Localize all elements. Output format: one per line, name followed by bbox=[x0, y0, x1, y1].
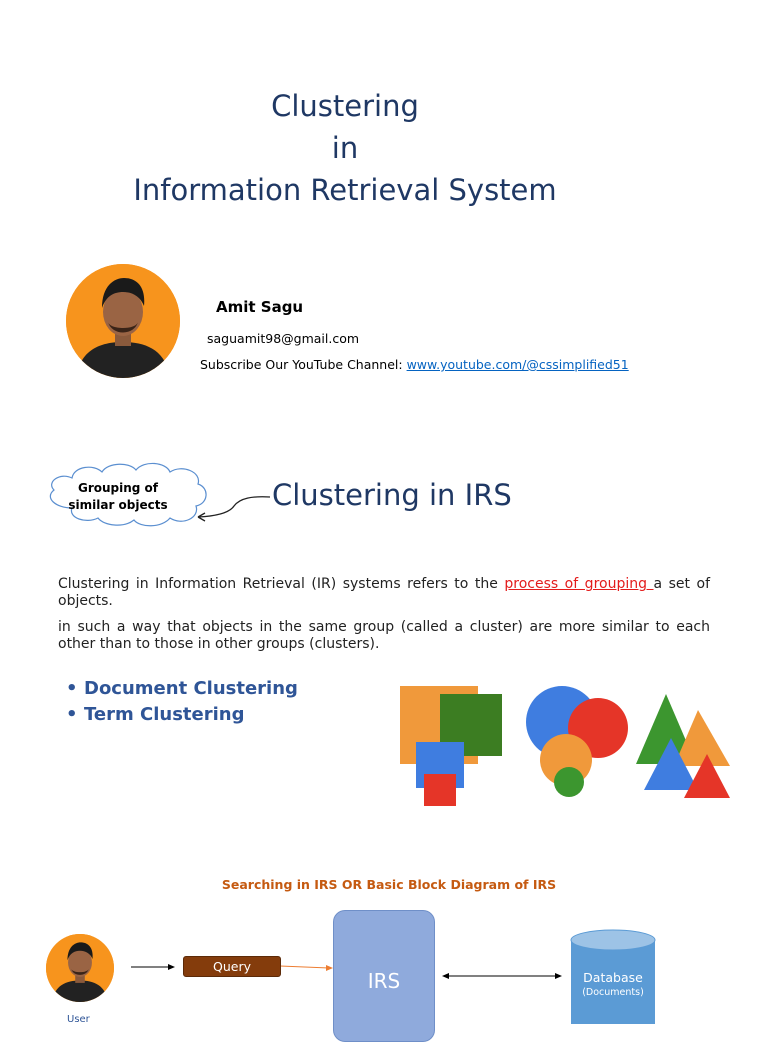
bullet-text: Term Clustering bbox=[84, 704, 245, 725]
bullet-item: • Document Clustering bbox=[66, 678, 298, 699]
database-label bbox=[571, 970, 655, 998]
bullet-list bbox=[66, 676, 298, 728]
irs-label: IRS bbox=[367, 969, 401, 993]
author-name: Amit Sagu bbox=[216, 298, 304, 316]
circles-cluster bbox=[526, 686, 628, 797]
subscribe-label: Subscribe Our YouTube Channel: bbox=[200, 357, 407, 372]
query-box: Query bbox=[183, 956, 281, 977]
paragraph-1-start: Clustering in Information Retrieval (IR) systems refers to the bbox=[58, 576, 505, 592]
cloud-line-2: similar objects bbox=[68, 498, 168, 512]
cloud-callout-text bbox=[56, 480, 180, 514]
bullet-text: Document Clustering bbox=[84, 678, 298, 699]
database-title: Database bbox=[583, 970, 643, 985]
diagram-title: Searching in IRS OR Basic Block Diagram of IRS bbox=[221, 877, 557, 892]
paragraph-1 bbox=[58, 576, 710, 610]
paragraph-2: in such a way that objects in the same group (called a cluster) are more similar to each other than to those in other groups (clusters). bbox=[58, 619, 710, 652]
author-email: saguamit98@gmail.com bbox=[207, 331, 360, 346]
subscribe-line bbox=[200, 357, 629, 372]
clustering-shapes-illustration bbox=[396, 682, 736, 810]
paragraph-1-highlight: process of grouping bbox=[504, 576, 654, 592]
triangles-cluster bbox=[636, 694, 730, 798]
irs-box bbox=[333, 910, 435, 1042]
youtube-channel-link[interactable]: www.youtube.com/@cssimplified51 bbox=[406, 357, 629, 372]
database-subtitle: (Documents) bbox=[582, 987, 644, 998]
person-photo-icon bbox=[66, 264, 180, 378]
section-heading: Clustering in IRS bbox=[272, 478, 512, 512]
bullet-item: • Term Clustering bbox=[66, 704, 245, 725]
cloud-line-1: Grouping of bbox=[77, 481, 159, 495]
author-avatar bbox=[66, 264, 180, 378]
squares-cluster bbox=[400, 686, 502, 806]
query-to-irs-arrow bbox=[280, 966, 329, 968]
user-label: User bbox=[67, 1014, 90, 1025]
title-line-1: Clustering bbox=[271, 89, 419, 123]
title-line-2: in bbox=[331, 131, 359, 165]
title-line-3: Information Retrieval System bbox=[133, 173, 557, 207]
paragraph-1-end: a set of objects. bbox=[58, 576, 711, 609]
